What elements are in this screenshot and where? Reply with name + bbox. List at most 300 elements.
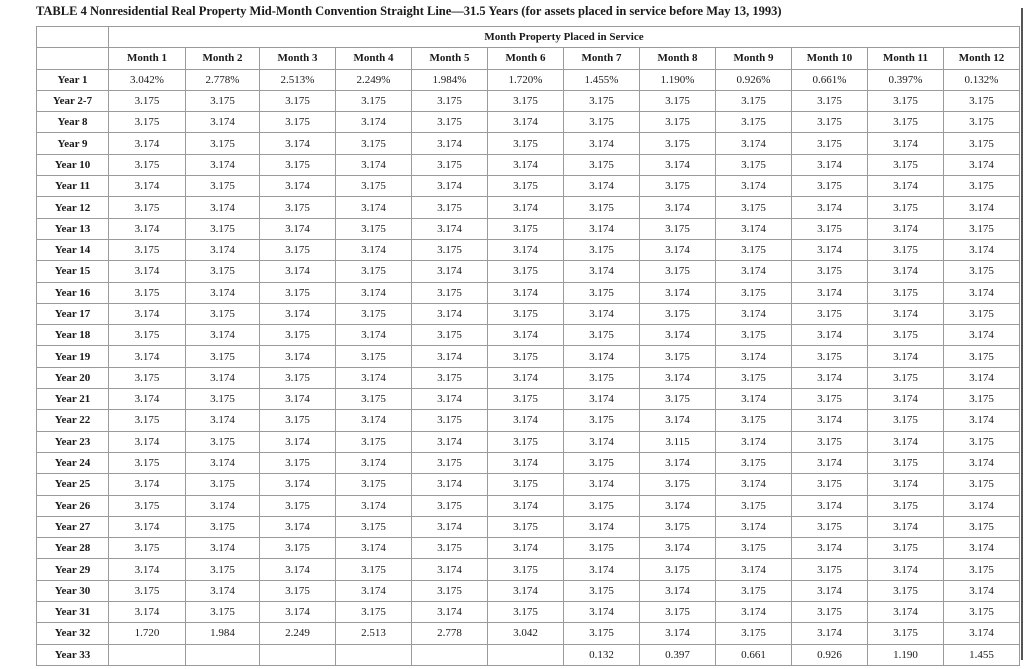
rate-cell: 3.174 (640, 452, 716, 473)
rate-cell: 3.175 (640, 261, 716, 282)
table-row (37, 218, 1020, 239)
rate-cell: 3.175 (640, 602, 716, 623)
rate-cell: 3.175 (564, 282, 640, 303)
table-row (37, 239, 1020, 260)
table-row (37, 623, 1020, 644)
table-row (37, 69, 1020, 90)
table-row (37, 389, 1020, 410)
month-header: Month 11 (868, 48, 944, 69)
rate-cell: 3.174 (944, 367, 1020, 388)
rate-cell: 3.174 (564, 431, 640, 452)
rate-cell: 3.175 (792, 112, 868, 133)
rate-cell: 3.175 (944, 559, 1020, 580)
table-row (37, 644, 1020, 665)
rate-cell: 3.175 (109, 495, 186, 516)
year-label: Year 13 (37, 218, 109, 239)
rate-cell: 3.175 (260, 452, 336, 473)
year-label: Year 33 (37, 644, 109, 665)
rate-cell: 3.175 (944, 218, 1020, 239)
rate-cell: 3.174 (488, 495, 564, 516)
rate-cell: 3.175 (640, 112, 716, 133)
rate-cell: 3.175 (944, 431, 1020, 452)
rate-cell: 3.175 (186, 218, 260, 239)
table-row (37, 325, 1020, 346)
rate-cell: 3.175 (412, 90, 488, 111)
rate-cell: 3.174 (868, 303, 944, 324)
year-label: Year 27 (37, 516, 109, 537)
rate-cell: 3.175 (792, 133, 868, 154)
rate-cell: 3.175 (488, 303, 564, 324)
rate-cell: 3.174 (260, 516, 336, 537)
rate-cell: 3.175 (186, 346, 260, 367)
table-row (37, 303, 1020, 324)
rate-cell: 3.175 (186, 90, 260, 111)
rate-cell: 3.175 (336, 346, 412, 367)
rate-cell: 3.174 (640, 282, 716, 303)
rate-cell: 3.175 (336, 431, 412, 452)
rate-cell: 3.174 (109, 346, 186, 367)
rate-cell: 3.175 (412, 154, 488, 175)
month-header: Month 1 (109, 48, 186, 69)
year-label: Year 12 (37, 197, 109, 218)
depreciation-table (36, 26, 1020, 666)
rate-cell: 3.174 (336, 239, 412, 260)
rate-cell: 3.175 (186, 389, 260, 410)
rate-cell: 3.175 (336, 303, 412, 324)
rate-cell: 3.174 (260, 389, 336, 410)
rate-cell: 3.174 (716, 602, 792, 623)
rate-cell: 3.175 (564, 325, 640, 346)
table-row (37, 346, 1020, 367)
rate-cell: 3.175 (792, 516, 868, 537)
rate-cell: 3.175 (868, 325, 944, 346)
rate-cell: 3.175 (944, 176, 1020, 197)
rate-cell: 3.174 (109, 133, 186, 154)
rate-cell: 3.174 (412, 346, 488, 367)
rate-cell: 2.513 (336, 623, 412, 644)
rate-cell: 3.175 (792, 261, 868, 282)
rate-cell: 3.175 (868, 538, 944, 559)
table-row (37, 495, 1020, 516)
year-label: Year 19 (37, 346, 109, 367)
rate-cell: 3.175 (792, 602, 868, 623)
rate-cell: 3.174 (868, 218, 944, 239)
rate-cell: 3.174 (716, 176, 792, 197)
rate-cell: 3.175 (109, 325, 186, 346)
rate-cell: 3.174 (412, 559, 488, 580)
rate-cell: 3.042 (488, 623, 564, 644)
rate-cell: 3.174 (564, 559, 640, 580)
rate-cell: 3.175 (944, 133, 1020, 154)
year-label: Year 31 (37, 602, 109, 623)
rate-cell: 1.720% (488, 69, 564, 90)
rate-cell: 3.175 (336, 218, 412, 239)
year-label: Year 2-7 (37, 90, 109, 111)
rate-cell: 3.174 (260, 602, 336, 623)
rate-cell: 3.174 (336, 197, 412, 218)
rate-cell: 3.175 (792, 559, 868, 580)
rate-cell: 3.174 (716, 346, 792, 367)
rate-cell: 3.174 (868, 389, 944, 410)
rate-cell: 3.174 (564, 474, 640, 495)
month-header-row (37, 48, 1020, 69)
rate-cell: 3.175 (488, 176, 564, 197)
rate-cell: 3.175 (868, 197, 944, 218)
rate-cell: 3.175 (336, 559, 412, 580)
rate-cell: 3.174 (412, 389, 488, 410)
rate-cell: 3.174 (792, 197, 868, 218)
rate-cell: 3.174 (564, 389, 640, 410)
rate-cell: 3.174 (868, 474, 944, 495)
rate-cell: 3.175 (186, 261, 260, 282)
rate-cell: 3.174 (792, 239, 868, 260)
rate-cell: 3.174 (868, 602, 944, 623)
month-header: Month 10 (792, 48, 868, 69)
rate-cell: 3.174 (488, 580, 564, 601)
rate-cell: 3.174 (640, 580, 716, 601)
depreciation-table-frame (36, 26, 1020, 666)
rate-cell: 3.174 (792, 282, 868, 303)
rate-cell: 3.175 (336, 133, 412, 154)
rate-cell: 3.174 (186, 112, 260, 133)
rate-cell: 3.175 (109, 154, 186, 175)
rate-cell: 3.174 (488, 282, 564, 303)
rate-cell: 3.175 (716, 580, 792, 601)
rate-cell: 3.174 (640, 538, 716, 559)
rate-cell: 3.175 (260, 282, 336, 303)
rate-cell: 3.174 (792, 580, 868, 601)
rate-cell: 3.175 (944, 389, 1020, 410)
rate-cell: 0.661 (716, 644, 792, 665)
rate-cell: 3.174 (564, 346, 640, 367)
rate-cell: 3.174 (260, 303, 336, 324)
rate-cell: 3.175 (716, 197, 792, 218)
rate-cell: 3.174 (792, 538, 868, 559)
rate-cell: 3.174 (109, 431, 186, 452)
rate-cell: 3.175 (412, 452, 488, 473)
rate-cell: 3.175 (186, 559, 260, 580)
year-label: Year 17 (37, 303, 109, 324)
rate-cell: 3.175 (109, 580, 186, 601)
rate-cell: 3.175 (868, 452, 944, 473)
rate-cell: 3.174 (260, 176, 336, 197)
rate-cell: 3.174 (186, 154, 260, 175)
group-header: Month Property Placed in Service (109, 27, 1020, 48)
rate-cell: 3.175 (186, 474, 260, 495)
rate-cell: 2.778 (412, 623, 488, 644)
rate-cell: 3.175 (944, 112, 1020, 133)
rate-cell: 3.174 (944, 239, 1020, 260)
rate-cell: 3.174 (488, 112, 564, 133)
rate-cell: 3.174 (260, 431, 336, 452)
rate-cell: 3.175 (868, 282, 944, 303)
rate-cell: 3.174 (488, 538, 564, 559)
month-header: Month 2 (186, 48, 260, 69)
rate-cell: 3.175 (944, 602, 1020, 623)
rate-cell: 1.455 (944, 644, 1020, 665)
rate-cell: 3.175 (792, 218, 868, 239)
rate-cell: 3.175 (716, 538, 792, 559)
page-edge-rule (1021, 8, 1023, 660)
rate-cell: 3.174 (944, 495, 1020, 516)
rate-cell: 3.042% (109, 69, 186, 90)
rate-cell: 3.175 (716, 239, 792, 260)
rate-cell: 3.175 (868, 112, 944, 133)
rate-cell: 3.174 (109, 389, 186, 410)
rate-cell: 3.175 (336, 516, 412, 537)
rate-cell: 3.175 (488, 431, 564, 452)
rate-cell: 3.174 (260, 474, 336, 495)
rate-cell: 3.175 (336, 90, 412, 111)
corner-cell (37, 27, 109, 48)
rate-cell: 3.174 (564, 176, 640, 197)
year-label: Year 21 (37, 389, 109, 410)
rate-cell: 3.175 (488, 389, 564, 410)
rate-cell: 3.174 (792, 154, 868, 175)
rate-cell: 3.175 (944, 516, 1020, 537)
year-label: Year 1 (37, 69, 109, 90)
year-label: Year 32 (37, 623, 109, 644)
rate-cell: 3.175 (944, 303, 1020, 324)
year-label: Year 25 (37, 474, 109, 495)
rate-cell: 3.174 (564, 133, 640, 154)
month-header: Month 6 (488, 48, 564, 69)
rate-cell: 2.513% (260, 69, 336, 90)
rate-cell: 3.174 (336, 538, 412, 559)
rate-cell: 3.175 (640, 474, 716, 495)
rate-cell: 3.175 (109, 367, 186, 388)
rate-cell: 3.175 (109, 112, 186, 133)
rate-cell: 3.175 (716, 154, 792, 175)
rate-cell: 3.174 (186, 410, 260, 431)
rate-cell: 3.174 (944, 538, 1020, 559)
rate-cell: 3.175 (336, 474, 412, 495)
rate-cell: 3.175 (109, 452, 186, 473)
rate-cell: 3.175 (868, 623, 944, 644)
rate-cell: 3.174 (640, 495, 716, 516)
rate-cell: 3.175 (944, 261, 1020, 282)
rate-cell: 3.175 (412, 410, 488, 431)
rate-cell: 3.175 (186, 602, 260, 623)
rate-cell: 3.174 (792, 325, 868, 346)
rate-cell: 3.175 (412, 538, 488, 559)
rate-cell: 3.175 (109, 282, 186, 303)
table-row (37, 431, 1020, 452)
table-row (37, 559, 1020, 580)
rate-cell: 3.174 (640, 154, 716, 175)
rate-cell: 1.190 (868, 644, 944, 665)
rate-cell: 3.174 (109, 602, 186, 623)
rate-cell: 3.174 (792, 623, 868, 644)
rate-cell: 3.175 (186, 516, 260, 537)
rate-cell: 3.175 (186, 176, 260, 197)
rate-cell: 3.174 (186, 495, 260, 516)
rate-cell: 3.174 (792, 495, 868, 516)
rate-cell: 1.455% (564, 69, 640, 90)
rate-cell: 3.175 (260, 495, 336, 516)
table-row (37, 90, 1020, 111)
rate-cell: 3.175 (186, 431, 260, 452)
year-header-blank (37, 48, 109, 69)
rate-cell: 3.174 (716, 474, 792, 495)
table-row (37, 282, 1020, 303)
rate-cell: 3.175 (488, 474, 564, 495)
rate-cell: 3.174 (716, 431, 792, 452)
rate-cell: 3.174 (336, 495, 412, 516)
rate-cell: 3.175 (792, 346, 868, 367)
rate-cell: 3.174 (792, 410, 868, 431)
rate-cell: 3.175 (640, 346, 716, 367)
rate-cell: 3.174 (716, 133, 792, 154)
rate-cell: 3.175 (412, 239, 488, 260)
rate-cell: 3.175 (260, 90, 336, 111)
rate-cell: 3.175 (716, 90, 792, 111)
rate-cell: 3.175 (564, 410, 640, 431)
rate-cell: 3.175 (792, 90, 868, 111)
rate-cell: 3.174 (640, 367, 716, 388)
rate-cell: 3.175 (260, 367, 336, 388)
rate-cell: 3.174 (564, 602, 640, 623)
rate-cell: 3.174 (868, 516, 944, 537)
table-row (37, 176, 1020, 197)
rate-cell: 3.174 (109, 261, 186, 282)
rate-cell: 3.175 (336, 389, 412, 410)
rate-cell: 3.175 (716, 623, 792, 644)
year-label: Year 30 (37, 580, 109, 601)
rate-cell: 3.174 (336, 154, 412, 175)
rate-cell: 3.174 (412, 431, 488, 452)
table-row (37, 112, 1020, 133)
rate-cell: 3.174 (868, 559, 944, 580)
rate-cell: 3.175 (716, 495, 792, 516)
rate-cell: 3.175 (868, 410, 944, 431)
rate-cell: 3.174 (336, 325, 412, 346)
rate-cell: 3.174 (109, 559, 186, 580)
rate-cell: 3.174 (716, 218, 792, 239)
rate-cell: 3.175 (564, 623, 640, 644)
rate-cell: 3.175 (412, 282, 488, 303)
rate-cell: 0.661% (792, 69, 868, 90)
rate-cell: 3.175 (640, 90, 716, 111)
rate-cell: 3.174 (186, 580, 260, 601)
rate-cell: 3.174 (186, 325, 260, 346)
table-row (37, 133, 1020, 154)
rate-cell: 3.174 (640, 197, 716, 218)
rate-cell: 3.175 (640, 559, 716, 580)
rate-cell: 3.175 (260, 580, 336, 601)
month-header: Month 12 (944, 48, 1020, 69)
year-label: Year 14 (37, 239, 109, 260)
rate-cell: 3.175 (412, 325, 488, 346)
table-row (37, 452, 1020, 473)
table-row (37, 197, 1020, 218)
table-row (37, 580, 1020, 601)
rate-cell (488, 644, 564, 665)
year-label: Year 29 (37, 559, 109, 580)
rate-cell: 3.175 (109, 90, 186, 111)
rate-cell: 3.174 (944, 580, 1020, 601)
rate-cell: 3.175 (868, 154, 944, 175)
rate-cell: 3.174 (716, 389, 792, 410)
rate-cell: 3.175 (109, 410, 186, 431)
rate-cell: 3.175 (260, 325, 336, 346)
rate-cell: 3.174 (186, 452, 260, 473)
rate-cell: 3.175 (716, 112, 792, 133)
rate-cell: 3.174 (186, 239, 260, 260)
rate-cell: 3.174 (716, 261, 792, 282)
rate-cell: 0.926% (716, 69, 792, 90)
month-header: Month 7 (564, 48, 640, 69)
rate-cell: 3.174 (336, 580, 412, 601)
rate-cell: 3.174 (412, 516, 488, 537)
rate-cell: 3.174 (336, 410, 412, 431)
rate-cell: 3.174 (260, 346, 336, 367)
rate-cell: 3.175 (868, 90, 944, 111)
rate-cell: 3.174 (260, 218, 336, 239)
rate-cell: 3.175 (640, 389, 716, 410)
rate-cell: 3.175 (564, 367, 640, 388)
table-row (37, 367, 1020, 388)
rate-cell: 3.175 (716, 410, 792, 431)
year-label: Year 11 (37, 176, 109, 197)
rate-cell: 3.175 (488, 559, 564, 580)
rate-cell: 3.175 (868, 580, 944, 601)
rate-cell: 3.175 (564, 90, 640, 111)
rate-cell: 3.174 (412, 474, 488, 495)
rate-cell (412, 644, 488, 665)
rate-cell: 3.175 (260, 197, 336, 218)
rate-cell: 3.174 (564, 261, 640, 282)
year-label: Year 23 (37, 431, 109, 452)
rate-cell (260, 644, 336, 665)
rate-cell: 3.174 (716, 516, 792, 537)
rate-cell: 3.174 (944, 282, 1020, 303)
rate-cell: 3.175 (792, 389, 868, 410)
rate-cell: 3.175 (640, 176, 716, 197)
rate-cell: 3.175 (792, 474, 868, 495)
rate-cell: 3.175 (260, 154, 336, 175)
rate-cell: 3.174 (868, 133, 944, 154)
rate-cell: 3.174 (944, 154, 1020, 175)
rate-cell: 3.175 (564, 452, 640, 473)
rate-cell: 3.175 (564, 154, 640, 175)
rate-cell: 0.132% (944, 69, 1020, 90)
year-label: Year 8 (37, 112, 109, 133)
rate-cell: 0.397% (868, 69, 944, 90)
rate-cell: 3.175 (944, 474, 1020, 495)
rate-cell: 3.175 (792, 431, 868, 452)
rate-cell: 3.174 (412, 303, 488, 324)
year-label: Year 20 (37, 367, 109, 388)
rate-cell: 3.174 (944, 452, 1020, 473)
rate-cell: 3.174 (868, 176, 944, 197)
year-label: Year 9 (37, 133, 109, 154)
rate-cell: 0.926 (792, 644, 868, 665)
table-row (37, 410, 1020, 431)
rate-cell: 3.175 (488, 90, 564, 111)
rate-cell: 3.175 (716, 325, 792, 346)
rate-cell: 3.175 (792, 176, 868, 197)
rate-cell: 3.174 (488, 154, 564, 175)
rate-cell: 3.174 (640, 623, 716, 644)
table-row (37, 261, 1020, 282)
table-body (37, 69, 1020, 665)
rate-cell: 3.175 (412, 495, 488, 516)
rate-cell: 3.174 (260, 133, 336, 154)
month-header: Month 8 (640, 48, 716, 69)
table-row (37, 538, 1020, 559)
year-label: Year 15 (37, 261, 109, 282)
